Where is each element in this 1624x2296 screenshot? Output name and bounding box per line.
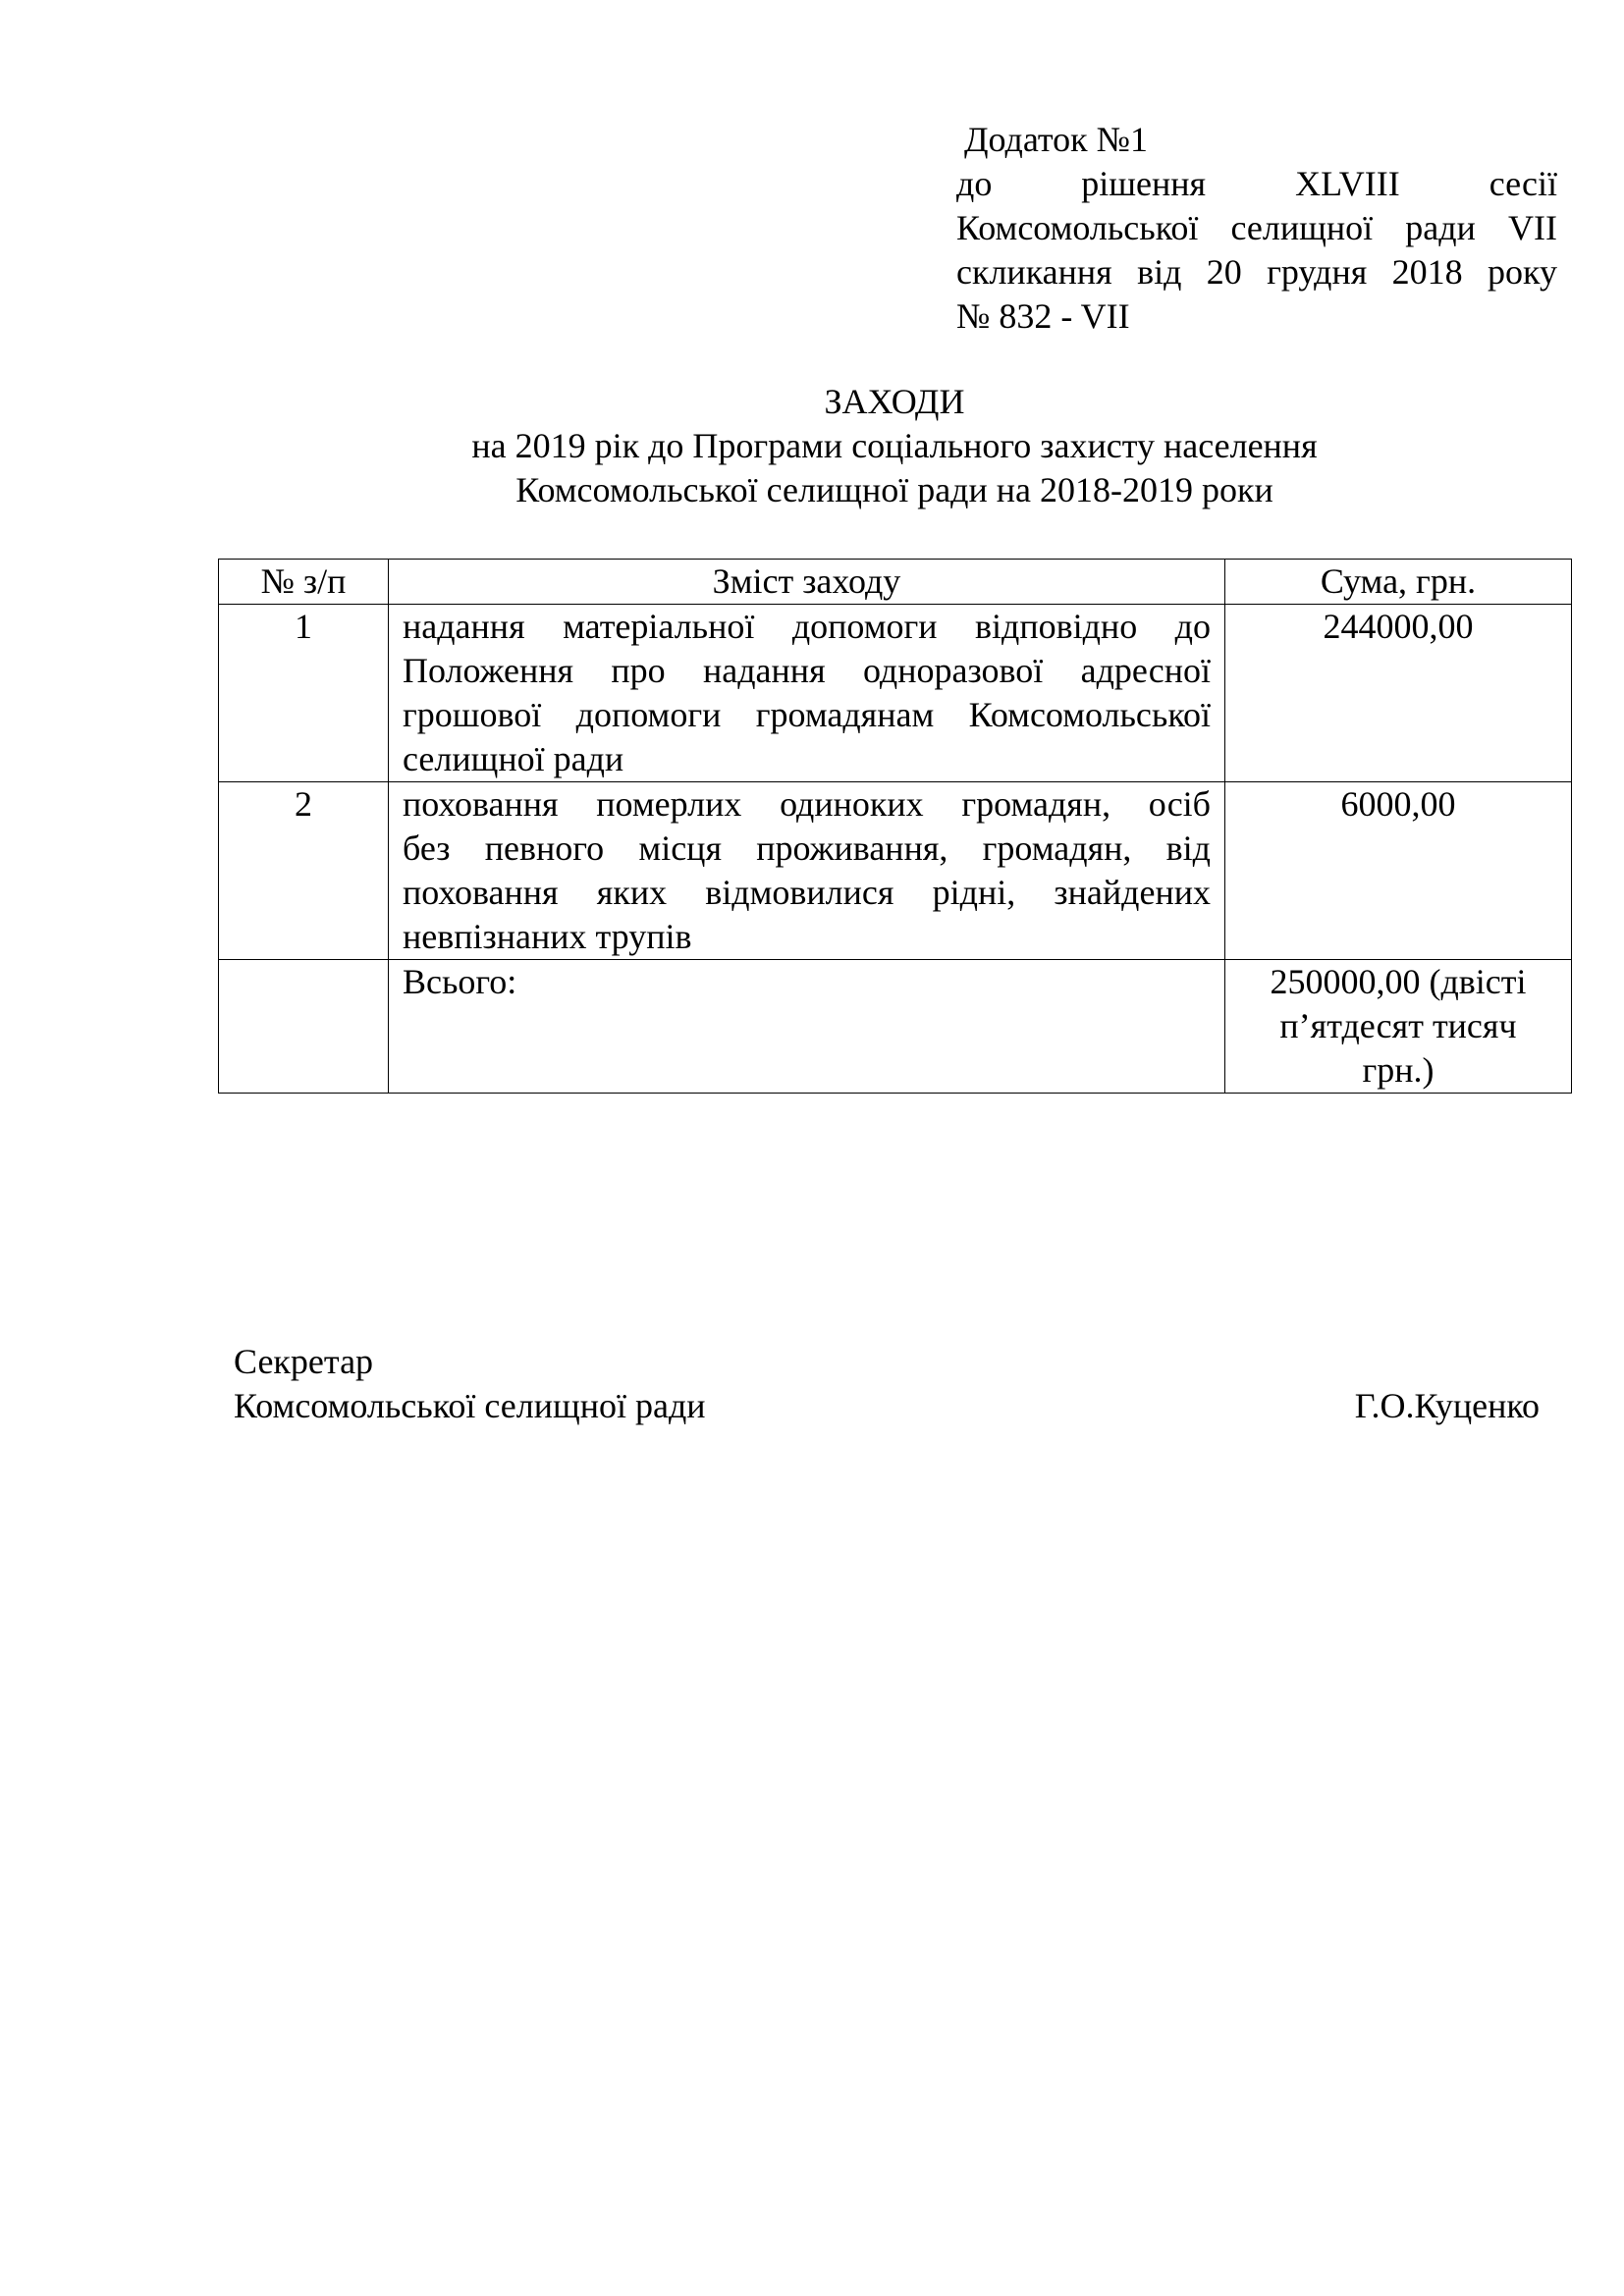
row-content-line: надання матеріальної допомоги відповідно до <box>403 607 1211 646</box>
signature-name: Г.О.Куценко <box>1354 1386 1540 1425</box>
row-content <box>389 605 1225 782</box>
table-row <box>219 605 1572 782</box>
document-title-block <box>0 380 1624 512</box>
row-content-line: без певного місця проживання, громадян, від <box>403 828 1211 868</box>
total-sum-line: 250000,00 (двісті <box>1270 962 1527 1001</box>
table-row <box>219 782 1572 960</box>
signature-block <box>234 1340 1540 1428</box>
row-sum: 244000,00 <box>1225 605 1572 782</box>
total-label: Всього: <box>389 960 1225 1094</box>
appendix-heading: Додаток №1 <box>964 120 1148 159</box>
total-sum-line: грн.) <box>1362 1050 1435 1090</box>
row-content-line: Положення про надання одноразової адресної <box>403 651 1211 690</box>
signature-organization: Комсомольської селищної ради <box>234 1386 706 1425</box>
row-content-line: невпізнаних трупів <box>403 917 692 956</box>
header-number: № з/п <box>219 560 389 605</box>
row-content-line: поховання померлих одиноких громадян, осіб <box>403 784 1211 824</box>
header-sum: Сума, грн. <box>1225 560 1572 605</box>
total-sum-line: п’ятдесят тисяч <box>1279 1006 1517 1045</box>
appendix-line-1: до рішення XLVIII сесії <box>956 164 1557 203</box>
row-content-line: селищної ради <box>403 739 624 778</box>
header-content: Зміст заходу <box>389 560 1225 605</box>
signature-organization-line <box>234 1384 1540 1428</box>
appendix-line-2: Комсомольської селищної ради VII <box>956 208 1557 247</box>
table-header-row <box>219 560 1572 605</box>
appendix-line-3: скликання від 20 грудня 2018 року <box>956 252 1557 292</box>
table-total-row <box>219 960 1572 1094</box>
row-content <box>389 782 1225 960</box>
signature-position-text: Секретар <box>234 1342 374 1381</box>
row-sum: 6000,00 <box>1225 782 1572 960</box>
row-number: 1 <box>219 605 389 782</box>
row-content-line: поховання яких відмовилися рідні, знайдених <box>403 873 1211 912</box>
document-subtitle-2: Комсомольської селищної ради на 2018-2019 роки <box>515 470 1273 509</box>
measures-table <box>218 559 1572 1094</box>
appendix-block <box>956 118 1557 339</box>
document-subtitle-1: на 2019 рік до Програми соціального захисту населення <box>471 426 1318 465</box>
total-sum <box>1225 960 1572 1094</box>
appendix-line-4: № 832 - VII <box>956 296 1130 336</box>
signature-position <box>234 1340 1540 1384</box>
row-content-line: грошової допомоги громадянам Комсомольської <box>403 695 1211 734</box>
document-title: ЗАХОДИ <box>824 382 965 421</box>
row-number: 2 <box>219 782 389 960</box>
total-number-empty <box>219 960 389 1094</box>
